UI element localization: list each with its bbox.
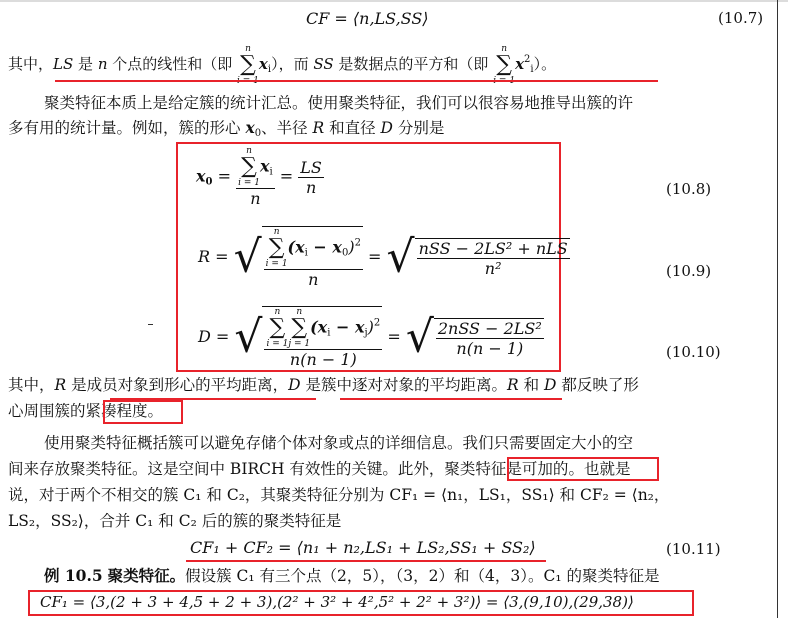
equation-number-10-10: (10.10)	[666, 343, 721, 361]
example-cf-computation: CF₁ = ⟨3,(2 + 3 + 4,5 + 2 + 3),(2² + 3² + 4²,5² + 2² + 3²)⟩ = ⟨3,(9,10),(29,38)⟩	[40, 593, 634, 611]
paragraph-r-d-meaning-line2: 心周围簇的紧凑程度。	[8, 402, 164, 420]
ls-symbol: LS	[53, 55, 74, 73]
equation-number-10-9: (10.9)	[666, 262, 712, 280]
paragraph-cf-summary-line1: 聚类特征本质上是给定簇的统计汇总。使用聚类特征，我们可以很容易地推导出簇的许	[44, 94, 634, 112]
equation-10-11: CF₁ + CF₂ = ⟨n₁ + n₂,LS₁ + LS₂,SS₁ + SS₂⟩	[190, 538, 536, 557]
equation-10-10: D = √ n ∑ i = 1 n ∑ j = 1 $(x_i - x_j)^2$ n(n − 1) = √ $\frac{\text{2nSS − 2LS²}}{n(n - 1)}$	[198, 307, 542, 369]
equation-number-10-7: (10.7)	[718, 9, 764, 27]
stray-mark	[148, 324, 153, 325]
paragraph-additivity-line3: 说，对于两个不相交的簇 C₁ 和 C₂，其聚类特征分别为 CF₁ = ⟨n₁，LS₁，SS₁⟩ 和 CF₂ = ⟨n₂，	[8, 486, 670, 504]
summation-squares: n ∑	[496, 44, 512, 77]
top-border	[0, 0, 788, 2]
cf-additive-phrase: 聚类特征是可加的	[444, 460, 569, 478]
paragraph-additivity-line4: LS₂，SS₂⟩，合并 C₁ 和 C₂ 后的簇的聚类特征是	[8, 512, 342, 530]
equation-number-10-8: (10.8)	[666, 180, 712, 198]
red-box-example-formula	[28, 590, 694, 616]
summation-linear: n ∑	[240, 44, 256, 77]
example-label: 例 10.5	[44, 566, 103, 585]
paragraph-additivity-line2: 间来存放聚类特征。这是空间中 BIRCH 有效性的关键。此外，聚类特征是可加的。也就是	[8, 460, 631, 478]
ss-symbol: SS	[313, 55, 334, 73]
paragraph-r-d-meaning-line1: 其中，R 是成员对象到形心的平均距离，D 是簇中逐对对象的平均距离。R 和 D 都反映了形	[8, 376, 639, 394]
red-underline-d-meaning	[340, 398, 562, 400]
example-title: 聚类特征。	[107, 566, 186, 585]
red-underline-eq-10-11	[186, 560, 546, 562]
equation-10-7: CF = ⟨n,LS,SS⟩	[306, 9, 429, 28]
red-box-compactness	[103, 400, 183, 424]
red-underline-ls-ss	[55, 80, 658, 82]
red-box-additive	[507, 457, 659, 481]
paragraph-cf-summary-line2: 多有用的统计量。例如，簇的形心 $x_0$、半径 R 和直径 D 分别是	[8, 118, 445, 139]
right-page-edge	[777, 0, 778, 618]
equation-10-9: R = √ n ∑ i = 1 $(x_i - x_0)^2$ n = √ $\frac{\text{nSS − 2LS² + nLS}}{\text{n²}}$	[198, 227, 568, 289]
equation-number-10-11: (10.11)	[666, 540, 721, 558]
paragraph-ls-ss-definition: 其中，LS 是 n 个点的线性和（即 n ∑ $x_i$），而 SS 是数据点的平方和（即 n ∑ $x^2_i$）。	[8, 44, 556, 86]
paragraph-additivity-line1: 使用聚类特征概括簇可以避免存储个体对象或点的详细信息。我们只需要固定大小的空	[44, 434, 634, 452]
equation-10-8: $x_0$ = n ∑ i = 1 $x_i$ n = $\frac{LS}{n}$	[196, 146, 322, 208]
example-10-5-intro: 例 10.5 聚类特征。假设簇 C₁ 有三个点（2，5），（3，2）和（4，3）。C₁ 的聚类特征是	[44, 566, 660, 585]
